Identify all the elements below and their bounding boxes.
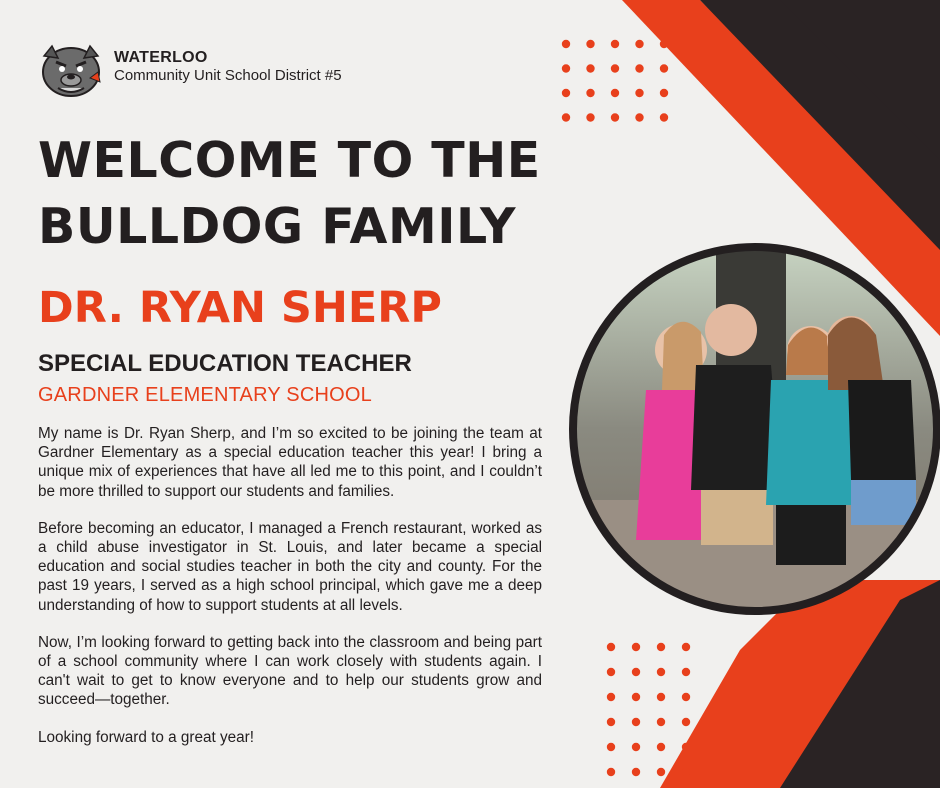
bio-text [38,424,542,765]
school-name: GARDNER ELEMENTARY SCHOOL [38,384,372,406]
decorative-dot [635,89,643,97]
district-subtitle: Community Unit School District #5 [114,67,342,84]
dot-grid-bottom [607,643,690,776]
decorative-dot [611,40,619,48]
decorative-dot [586,89,594,97]
decorative-dot [562,40,570,48]
bio-paragraph-1: My name is Dr. Ryan Sherp, and I’m so excited to be joining the team at Gardner Elementary as a special education teacher this year! I bring a unique mix of experiences that have all led me to this point, and I couldn’t be more thrilled to support our students and families. [38,425,542,500]
decorative-dot [632,668,640,676]
decorative-dot [660,64,668,72]
decorative-dot [682,768,690,776]
decorative-dot [657,743,665,751]
decorative-dot [611,64,619,72]
decorative-dot [607,768,615,776]
dot-grid-top [562,40,668,122]
bio-paragraph-2: Before becoming an educator, I managed a French restaurant, worked as a child abuse investigator in St. Louis, and later became a special education and social studies teacher in both the city and county. For the past 19 years, I served as a high school principal, which gave me a deep understanding of how to support students at all levels. [38,519,542,614]
bio-paragraph-4: Looking forward to a great year! [38,728,254,746]
decorative-dot [562,89,570,97]
decorative-dot [682,743,690,751]
decorative-dot [607,668,615,676]
person-name: DR. RYAN SHERP [38,283,442,333]
decorative-dot [562,64,570,72]
district-name: WATERLOO [114,49,208,66]
decorative-dot [635,113,643,121]
decorative-dot [660,113,668,121]
decorative-dot [657,693,665,701]
decorative-dot [657,718,665,726]
decorative-dot [607,743,615,751]
decorative-dot [632,718,640,726]
decorative-dot [586,113,594,121]
bulldog-mascot-icon [36,42,106,100]
decorative-dot [632,768,640,776]
decorative-dot [657,643,665,651]
person-role: SPECIAL EDUCATION TEACHER [38,350,412,377]
decorative-dot [657,668,665,676]
decorative-dot [586,64,594,72]
decorative-dot [586,40,594,48]
headline-line-2: BULLDOG FAMILY [38,198,517,255]
decorative-dot [611,89,619,97]
decorative-dot [657,768,665,776]
decorative-dot [635,64,643,72]
decorative-dot [660,89,668,97]
decorative-dot [682,643,690,651]
decorative-dot [611,113,619,121]
bio-paragraph-3: Now, I’m looking forward to getting back into the classroom and being part of a school community where I can work closely with students again. I can't wait to get to know everyone and to help our students grow and succeed—together. [38,633,542,709]
welcome-headline [38,128,541,260]
decorative-dot [607,643,615,651]
decorative-dot [660,40,668,48]
decorative-dot [562,113,570,121]
decorative-dot [682,718,690,726]
decorative-dot [682,668,690,676]
decorative-dot [682,693,690,701]
decorative-dot [635,40,643,48]
teacher-family-photo [566,240,940,618]
decorative-dot [607,693,615,701]
decorative-dot [632,693,640,701]
decorative-dot [632,743,640,751]
headline-line-1: WELCOME TO THE [38,132,541,189]
decorative-dot [607,718,615,726]
decorative-dot [632,643,640,651]
district-brand [114,49,342,85]
